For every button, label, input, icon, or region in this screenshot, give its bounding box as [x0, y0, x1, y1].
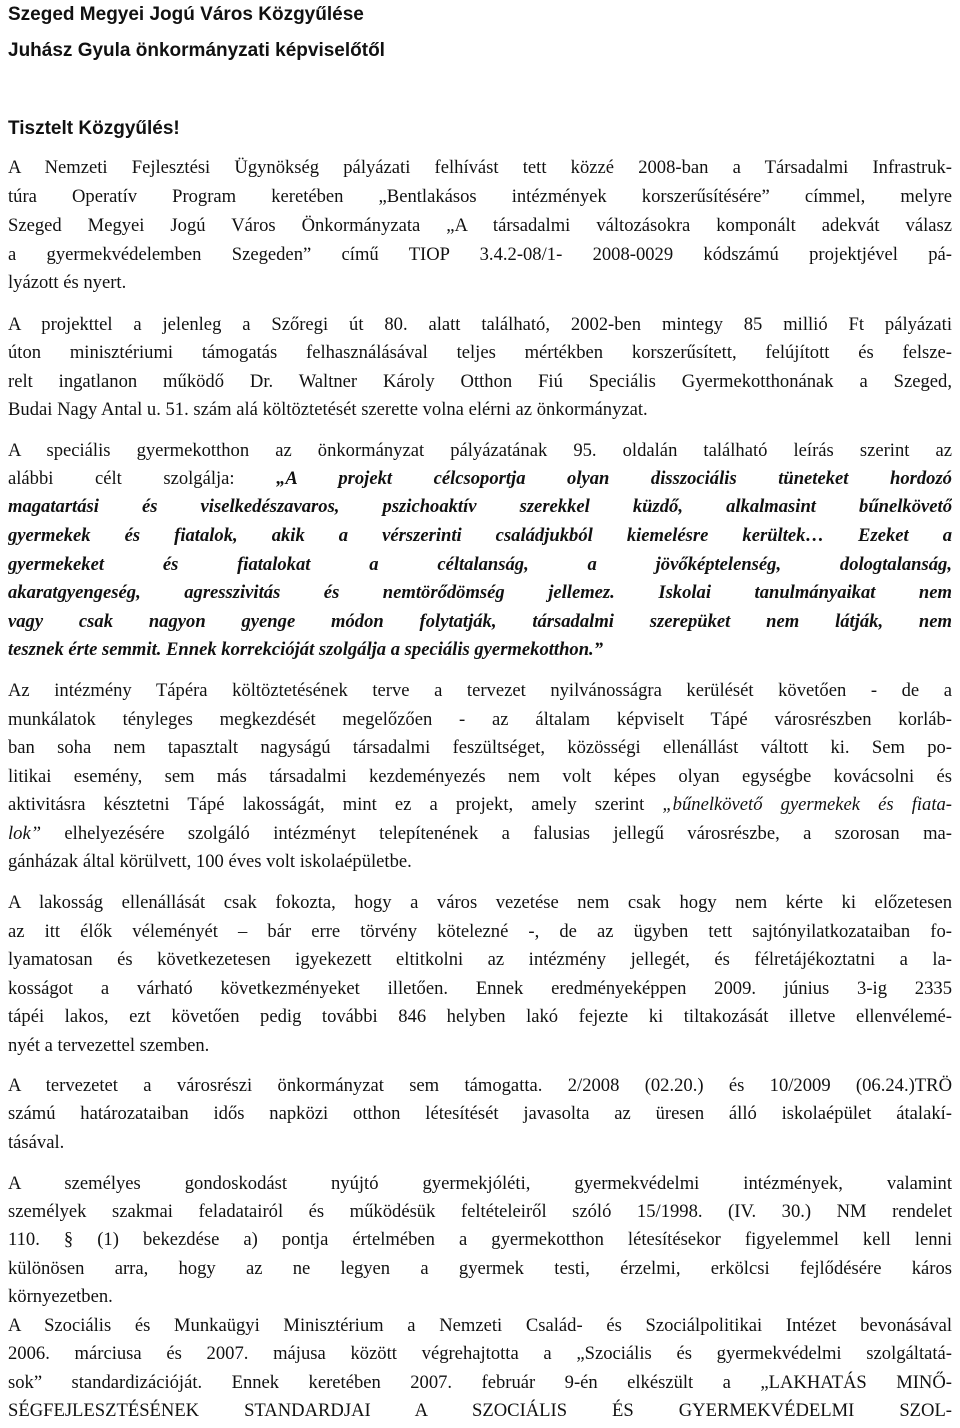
- body-line: [8, 677, 952, 704]
- line-text: A Nemzeti Fejlesztési Ügynökség pályázati felhívást tett közzé 2008-ban a Társadalmi Infrastruk-: [8, 157, 952, 178]
- italic-text: lok”: [8, 823, 42, 844]
- body-line: [8, 1170, 952, 1197]
- body-line: [8, 269, 952, 296]
- body-line: [8, 1100, 952, 1127]
- body-line: [8, 368, 952, 395]
- line-text: tápéi lakos, ezt követően pedig további 846 helyben lakó fejezte ki tiltakozását illetve ellenvélemé-: [8, 1006, 952, 1027]
- italic-text: „bűnelkövető gyermekek és fiata-: [662, 794, 952, 815]
- line-text: aktivitásra késztetni Tápé lakosságát, mint ez a projekt, amely szerint: [8, 794, 663, 815]
- body-line: [8, 212, 952, 239]
- body-line: [8, 763, 952, 790]
- body-line: [8, 946, 952, 973]
- line-text: Szeged Megyei Jogú Város Önkormányzata „A társadalmi változásokra komponált adekvát válasz: [8, 215, 952, 236]
- line-text: elhelyezésére szolgáló intézményt telepítenének a falusias jellegű városrészbe, a szorosan ma-: [41, 823, 952, 844]
- body-line: [8, 608, 952, 635]
- line-text: litikai esemény, sem más társadalmi kezdeményezés nem volt képes olyan egységbe kovácsolni és: [8, 766, 952, 787]
- body-line: [8, 820, 952, 847]
- line-text: A lakosság ellenállását csak fokozta, hogy a város vezetése nem csak hogy nem kérte ki előzetesen: [8, 892, 952, 913]
- body-line: [8, 311, 952, 338]
- line-text: lyázott és nyert.: [8, 272, 127, 293]
- body-line: [8, 889, 952, 916]
- document-title: Szeged Megyei Jogú Város Közgyűlése: [8, 4, 364, 25]
- body-line: [8, 1129, 952, 1156]
- body-line: [8, 734, 952, 761]
- body-line: [8, 1255, 952, 1282]
- body-line: [8, 493, 952, 520]
- body-line: [8, 1312, 952, 1339]
- line-text: személyek szakmai feladatairól és működésük feltételeiről szóló 15/1998. (IV. 30.) NM rendelet: [8, 1201, 952, 1222]
- line-text: kosságot a várható következményeket illetően. Ennek eredményeképpen 2009. június 3-ig 2335: [8, 978, 952, 999]
- body-line: [8, 1340, 952, 1367]
- line-text: sok” standardizációját. Ennek keretében 2007. február 9-én elkészült a „LAKHATÁS MINŐ-: [8, 1372, 952, 1393]
- line-text: lyamatosan és következetesen igyekezett eltitkolni az intézmény jellegét, és félretájékoztatni a la-: [8, 949, 952, 970]
- line-text: az itt élők véleményét – bár erre törvény kötelezné -, de az ügyben tett sajtónyilatkozataiban fo-: [8, 921, 952, 942]
- line-text: a gyermekvédelemben Szegeden” című TIOP 3.4.2-08/1- 2008-0029 kódszámú projektjével pá-: [8, 244, 952, 265]
- line-text: alábbi célt szolgálja:: [8, 468, 235, 489]
- line-text: túra Operatív Program keretében „Bentlakásos intézmények korszerűsítésére” címmel, melyre: [8, 186, 952, 207]
- line-text: Az intézmény Tápéra költöztetésének terve a tervezet nyilvánosságra kerülését követően - de a: [8, 680, 952, 701]
- line-text: A projekttel a jelenleg a Szőregi út 80. alatt található, 2002-ben mintegy 85 millió Ft pályázati: [8, 314, 952, 335]
- body-line: [8, 396, 952, 423]
- line-text: környezetben.: [8, 1286, 113, 1307]
- quoted-bold-text: magatartási és viselkedészavaros, pszichoaktív szerekkel küzdő, alkalmasint bűnelkövető: [8, 496, 952, 517]
- body-line: [8, 791, 952, 818]
- document-sender: Juhász Gyula önkormányzati képviselőtől: [8, 40, 385, 61]
- body-line: [8, 1226, 952, 1253]
- body-line: [8, 183, 952, 210]
- quoted-bold-text: akaratgyengeség, agresszivitás és nemtörődömség jellemez. Iskolai tanulmányaikat nem: [8, 582, 952, 603]
- body-line: [8, 1032, 952, 1059]
- line-text: ban soha nem tapasztalt nagyságú társadalmi feszültséget, közösségi ellenállást váltott ki. Sem po-: [8, 737, 952, 758]
- line-text: különösen arra, hogy az ne legyen a gyermek testi, érzelmi, erkölcsi fejlődésére káros: [8, 1258, 952, 1279]
- body-line: [8, 848, 952, 875]
- body-line: [8, 636, 952, 663]
- line-text: A tervezetet a városrészi önkormányzat sem támogatta. 2/2008 (02.20.) és 10/2009 (06.24.)TRÖ: [8, 1075, 952, 1096]
- line-text: SÉGFEJLESZTÉSÉNEK STANDARDJAI A SZOCIÁLIS ÉS GYERMEKVÉDELMI SZOL-: [8, 1400, 952, 1421]
- body-line: [8, 1283, 952, 1310]
- line-text: nyét a tervezettel szemben.: [8, 1035, 210, 1056]
- line-text: gánházak által körülvett, 100 éves volt iskolaépületbe.: [8, 851, 412, 872]
- line-text: tásával.: [8, 1132, 65, 1153]
- body-line: [8, 1397, 952, 1424]
- body-line: [8, 1003, 952, 1030]
- body-line: [8, 706, 952, 733]
- salutation: Tisztelt Közgyűlés!: [8, 118, 180, 139]
- line-text: 2006. márciusa és 2007. májusa között végrehajtotta a „Szociális és gyermekvédelmi szolgáltatá-: [8, 1343, 952, 1364]
- line-text: A személyes gondoskodást nyújtó gyermekjóléti, gyermekvédelmi intézmények, valamint: [8, 1173, 952, 1194]
- line-text: úton minisztériumi támogatás felhasználásával teljes mértékben korszerűsített, felújított és felsze-: [8, 342, 952, 363]
- body-line: [8, 154, 952, 181]
- body-line: [8, 579, 952, 606]
- body-line: [8, 339, 952, 366]
- line-text: A Szociális és Munkaügyi Minisztérium a Nemzeti Család- és Szociálpolitikai Intézet bevonásával: [8, 1315, 952, 1336]
- line-text: munkálatok tényleges megkezdését megelőzően - az általam képviselt Tápé városrészben korláb-: [8, 709, 952, 730]
- line-text: 110. § (1) bekezdése a) pontja értelmében a gyermekotthon létesítésekor figyelemmel kell lenni: [8, 1229, 952, 1250]
- body-line: [8, 975, 952, 1002]
- body-line: [8, 551, 952, 578]
- quoted-bold-text: vagy csak nagyon gyenge módon folytatják, társadalmi szerepüket nem látják, nem: [8, 611, 952, 632]
- body-line: [8, 465, 952, 492]
- body-line: [8, 1072, 952, 1099]
- quoted-bold-text: gyermekek és fiatalok, akik a vérszerinti családjukból kiemelésre kerültek… Ezeket a: [8, 525, 952, 546]
- line-text: Budai Nagy Antal u. 51. szám alá költöztetését szerette volna elérni az önkormányzat.: [8, 399, 648, 420]
- body-line: [8, 241, 952, 268]
- body-line: [8, 522, 952, 549]
- body-line: [8, 437, 952, 464]
- quoted-bold-text: tesznek érte semmit. Ennek korrekcióját szolgálja a speciális gyermekotthon.”: [8, 639, 603, 660]
- body-line: [8, 1369, 952, 1396]
- quoted-bold-text: „A projekt célcsoportja olyan disszociális tüneteket hordozó: [234, 468, 952, 489]
- body-line: [8, 1198, 952, 1225]
- quoted-bold-text: gyermekeket és fiatalokat a céltalanság, a jövőképtelenség, dologtalanság,: [8, 554, 952, 575]
- body-line: [8, 918, 952, 945]
- line-text: számú határozataiban idős napközi otthon létesítését javasolta az üresen álló iskolaépület átalakí-: [8, 1103, 952, 1124]
- line-text: relt ingatlanon működő Dr. Waltner Károly Otthon Fiú Speciális Gyermekotthonának a Szeged,: [8, 371, 952, 392]
- line-text: A speciális gyermekotthon az önkormányzat pályázatának 95. oldalán található leírás szerint az: [8, 440, 952, 461]
